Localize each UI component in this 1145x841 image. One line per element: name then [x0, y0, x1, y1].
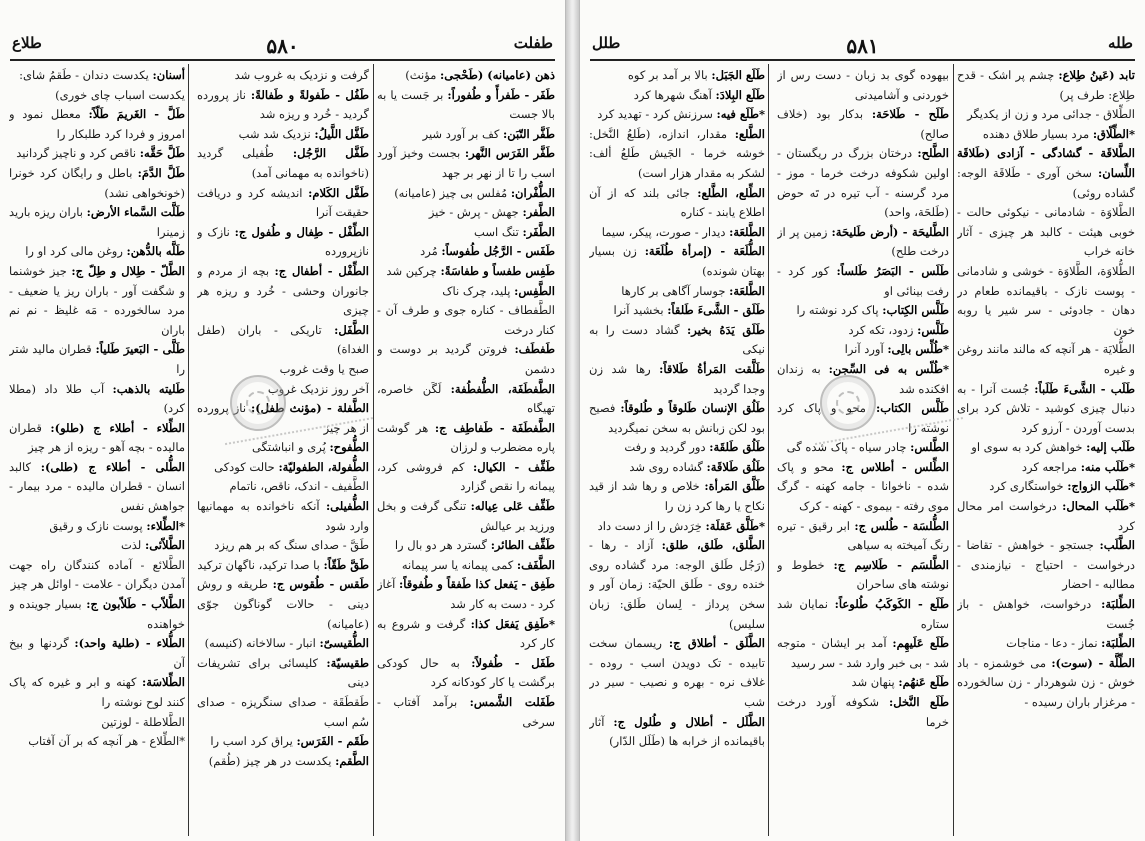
entry-headword: الطَّلعَة:: [729, 224, 765, 239]
entry-headword: الطَّفطَفَة - طَفاطِف ج:: [434, 420, 555, 435]
entry-headword: طَلَّه بالدُّهن:: [126, 244, 185, 259]
entry-headword: طَفَّر التّبَن:: [503, 126, 555, 141]
entry-headword: الطَّلسَم - طَلاسِم ج:: [833, 557, 949, 572]
entry-headword: الطَّلاّئی:: [144, 538, 185, 553]
dictionary-entry: الطَّفَف: کمی پیمانه یا سر پیمانه: [401, 557, 555, 572]
entry-headword: طَلَع عَنهُم:: [898, 675, 949, 690]
entry-headword: طَفَس - الرَّجُل طُفوساً:: [441, 244, 555, 259]
entry-headword: الطَّلع:: [734, 126, 765, 141]
dictionary-entry: طَقطَقَة - صدای سنگریزه - صدای سُم اسب: [197, 695, 369, 729]
entry-headword: الطَّفر:: [522, 205, 555, 220]
entry-headword: طَلَب إلیه:: [1086, 440, 1135, 455]
entry-headword: الطَّلعَة:: [729, 283, 765, 298]
header-rule: [10, 59, 555, 61]
entry-headword: *طَلَع فیه:: [716, 107, 765, 122]
dictionary-entry: طَلَّه بالدُّهن: روغن مالی کرد او را: [25, 244, 185, 259]
entry-headword: طقیسیّة:: [326, 655, 369, 670]
entry-headword: طَلُق طَلقَة:: [709, 440, 765, 455]
dictionary-entry: طَلَق یَدَهُ بخیر: گشاد دست را به نیکی: [589, 322, 765, 357]
dictionary-entry: طَلَع الجَبَل: بالا بر آمد بر کوه: [627, 68, 765, 82]
dictionary-entry: الطَّفطاف - کناره جوی و طرف آن - کنار درخت: [377, 303, 555, 337]
entry-headword: طَلُق طَلاقَة:: [706, 459, 765, 474]
dictionary-entry: طَلَّس: زدود، تکه کرد: [848, 322, 949, 337]
dictionary-entry: *طَلَب المحال: درخواست امر محال کرد: [957, 499, 1135, 533]
dictionary-entry: الطِّلبَة: درخواست، خواهش - باز جُست: [957, 597, 1135, 631]
dictionary-entry: طَفَس - الرَّجُل طُفوساً: مُرد: [420, 244, 555, 259]
entry-headword: ذهن (عامیانه) (طَحْجی:: [440, 68, 555, 82]
dictionary-entry: طَفَّل الرَّجُل: طُفیلی گردید (ناخوانده به مهمانی آمد): [197, 146, 369, 180]
dictionary-entry: یکدست اسباب چای خوری): [55, 87, 185, 102]
dictionary-entry: گرفت و نزدیک به غروب شد: [234, 68, 369, 82]
dictionary-entry: طَلَّ - الغَریمَ طَلّاً: معطل نمود و امروز و فردا کرد طلبکار را: [9, 107, 185, 141]
entry-headword: طَلیته بالذهب:: [112, 381, 185, 396]
entry-headword: طَلَع النَّخل:: [889, 695, 949, 709]
entry-headword: الطُّفوح:: [329, 440, 369, 455]
entry-headword: الطُّلَعَة - (إمرأة طُلَعَة:: [644, 244, 765, 259]
entry-headword: تابد (عَینُ طِلاع:: [1058, 68, 1135, 82]
dictionary-entry: طَفَّل الکَلام: اندیشه کرد و دریافت حقیقت آنرا: [197, 185, 369, 220]
dictionary-entry: الطِّلع، الطَّلع: جائی بلند که از آن اطلاع یابند - کناره: [589, 185, 765, 220]
dictionary-entry: طَلَع عَنهُم: پنهان شد: [851, 675, 949, 690]
dictionary-entry: الطُّفیلی: آنکه ناخوانده به مهمانیها وارد شود: [197, 499, 369, 533]
entry-headword: طَفُل - طَفولةً و طَفالةً:: [250, 87, 369, 102]
entry-headword: طَلَّ - الغَریمَ طَلّاً:: [88, 107, 185, 122]
entry-headword: الطَّلّ - طِلال و طِلّ ج:: [71, 263, 185, 278]
dictionary-entry: الطَّفیف - اندک، ناقص، ناتمام: [229, 479, 369, 494]
dictionary-entry: طَفَّر التّبَن: کف بر آورد شیر: [422, 126, 555, 141]
dictionary-entry: الطُّلسَة - طُلس ج: ابر رقیق - تیره رنگ آمیخته به سیاهی: [777, 518, 949, 553]
dictionary-entry: الطَّلق، طَلق، طلق: آزاد - رها - (رَجُل طَلق الوجه: مرد گشاده روی خنده روی - طَلق الحیّة: زمان آور و سخن پرداز - لِسان طَلق: زبان سلیس): [589, 538, 765, 631]
library-stamp-watermark: [820, 375, 876, 431]
dictionary-entry: طَلُق طَلاقَة: گشاده روی شد: [629, 459, 765, 474]
dictionary-entry: طَفَّر الفَرَس النَّهر: بجست وخیز آورد اسب را تا از نهر بر جهد: [377, 146, 555, 180]
dictionary-entry: *طُلِّس بالِی: آورد آنرا: [844, 342, 949, 357]
right-page: [579, 0, 1145, 841]
dictionary-entry: الطُّلاوَة، الطَّلاوَة - خوشی و شادمانی - پوست نازک - باقیمانده طعام در دهان - جادوئی - سر شیر یا روبه خون: [957, 263, 1135, 337]
header-rule: [590, 59, 1135, 61]
dictionary-entry: *طَلَّق عَقلَة: خِرَدش را از دست داد: [597, 518, 765, 533]
dictionary-entry: طَلیته بالذهب: آب طلا داد (مطلا کرد): [9, 381, 185, 416]
dictionary-entry: طَلَح - طَلاحَة: بدکار بود (خلاف صالح): [777, 107, 949, 141]
dictionary-entry: طَفَر - طَفرأً و طُفوراً: بر جَست یا به بالا جست: [377, 87, 555, 122]
entry-headword: الطَّلح:: [917, 146, 949, 161]
dictionary-entry: طَلَع - الکَوکَبُ طُلوعاً: نمایان شد ستاره: [777, 597, 949, 631]
entry-headword: طَلَّس الکتاب:: [875, 401, 949, 416]
left-header-guide-word-right: طفلت: [513, 34, 553, 52]
entry-headword: الطِّلبَة:: [1101, 597, 1135, 612]
dictionary-entry: الطَّلیحَة - (أرض طَلیحَة: زمین پر از درخت طلح): [777, 224, 949, 259]
dictionary-entry: طَلَّق المَرأة: خلاص و رها شد از قید نکاح یا رها کرد زن را: [589, 479, 765, 514]
entry-headword: طَلَق یَدَهُ بخیر:: [687, 322, 765, 337]
entry-headword: الطُّفیلی:: [325, 499, 369, 514]
dictionary-entry: طَقَم - الفَرَس: یراق کرد اسب را: [210, 734, 369, 749]
dictionary-entry: الطُّلایَة - هر آنچه که مالند مانند روغن و غیره: [957, 342, 1135, 376]
entry-headword: *طَلَّق عَقلَة:: [705, 518, 765, 533]
dictionary-entry: طَلَّقت المَرأةُ طَلاقاً: رها شد زن وجدا گردید: [589, 361, 765, 396]
dictionary-entry: الطَّلح: درختان بزرگ در ریگستان - اولین شکوفه درخت خرما - موز - مرد گرسنه - آب تیره در تَه حوض (طَلحَة، واحد): [777, 146, 949, 220]
entry-headword: طَلَّس الکِتاب:: [882, 303, 949, 318]
dictionary-entry: الطِّفْل - أطفال ج: بچه از مردم و جانوران وحشی - خُرد و ریزه هر چیزی: [197, 263, 369, 318]
entry-headword: الطَّلاّب - طَلاّبون ج:: [86, 597, 185, 612]
left-page-number: ۵۸۰: [266, 34, 299, 58]
entry-headword: طَفِق - یَفعل کذا طَفقاً و طُفوقاً:: [399, 577, 555, 592]
entry-headword: طَفِّف الطائر:: [490, 538, 555, 553]
dictionary-entry: الطَّفَل: تاریکی - باران (طفل الغداة): [197, 322, 369, 357]
entry-headword: الطِّلَّة - (سوت):: [1051, 655, 1135, 670]
dictionary-entry: الطِّلبَة: نماز - دعا - مناجات: [1006, 636, 1135, 651]
dictionary-entry: الطَّلس: چادر سیاه - پاک شده گی: [786, 440, 949, 455]
entry-headword: الطِّلبَة:: [1101, 636, 1135, 651]
entry-headword: طَلَّس:: [917, 322, 949, 337]
dictionary-entry: طَفَّل اللَّیلُ: نزدیک شد شب: [238, 126, 369, 141]
entry-headword: الطِّلس - أطلاس ج:: [841, 459, 949, 474]
dictionary-entry: طَلَع البِلادَ: آهنگ شهرها کرد: [633, 87, 765, 102]
entry-headword: الطَّفَف:: [516, 557, 555, 572]
entry-headword: طَفِّف عَلی عِیاله:: [470, 499, 555, 514]
entry-headword: *الطِّلاء:: [146, 518, 185, 533]
dictionary-entry: الطُّلَعَة - (إمرأة طُلَعَة: زن بسیار بهتان شونده): [589, 244, 765, 278]
dictionary-entry: الطِّلاء - أطلاء ج (طلو): قطران مالیده - بچه آهو - ریزه از هر چیز: [9, 420, 185, 455]
entry-headword: طَفطَف:: [514, 342, 555, 357]
dictionary-entry: طَلَب إلیه: خواهش کرد به سوی او: [971, 440, 1135, 455]
left-page-header: [12, 34, 553, 56]
entry-headword: *الطِّلّاق:: [1092, 126, 1135, 141]
column-divider: [188, 64, 189, 836]
entry-headword: الطِّلاء - أطلاء ج (طلو):: [50, 420, 185, 435]
dictionary-entry: الطَّلع: مقدار، اندازه، (طَلعُ النَّخل: خوشه خرما - الجَیش طَلعُ ألف: لشکر به مقدار هزار است): [589, 126, 765, 180]
entry-headword: طَفَلت الشَّمس:: [469, 695, 555, 709]
right-page-number: ۵۸۱: [846, 34, 879, 58]
dictionary-entry: بیهوده گوی بد زبان - دست رس از خوردنی و آشامیدنی: [777, 68, 949, 102]
entry-headword: طَلَس - البَصَرُ طَلساً:: [836, 263, 949, 278]
entry-headword: طَلَع عَلَیهِم:: [892, 636, 949, 651]
entry-headword: طَلَع الجَبَل:: [711, 68, 765, 82]
dictionary-entry: الطَّلاطلة - لوزتین: [101, 714, 185, 729]
entry-headword: الطُّلی - أطلاء ج (طلی):: [40, 459, 185, 474]
dictionary-entry: طَلُق طَلقَة: دور گردید و رفت: [624, 440, 765, 455]
entry-headword: طَفَّل الرَّجُل:: [292, 146, 369, 161]
dictionary-entry: طقیسیّة: کلیسائی برای تشریفات دینی: [197, 655, 369, 690]
dictionary-entry: الطِّلاق - جدائی مرد و زن از یکدیگر: [967, 107, 1135, 122]
dictionary-entry: الطَّفلة - (مؤنث طفل): ناز پرورده از هر چیز: [197, 401, 369, 435]
entry-headword: الطَّلَب:: [1099, 538, 1135, 553]
dictionary-entry: الطِّلاسَة: کهنه و ابر و غیره که پاک کنند لوح نوشته را: [9, 675, 185, 709]
entry-headword: الطِّلع، الطَّلع:: [697, 185, 765, 200]
entry-headword: طَفَّل اللَّیلُ:: [314, 126, 369, 141]
dictionary-entry: الطُّلاء - (طلیة واحد): گردنها و بیخ آن: [9, 636, 185, 670]
entry-headword: الطَّفِس:: [514, 283, 555, 298]
entry-headword: طَلَّ حَقَّه:: [139, 146, 185, 161]
dictionary-entry: *الطِّلاع - هر آنچه که بر آن آفتاب: [28, 734, 185, 749]
dictionary-entry: الطَّلّ - طِلال و طِلّ ج: جیز خوشنما و شگفت آور - باران ریز یا ضعیف - مرد سالخورده - مَه غلیظ - نم نم باران: [9, 263, 185, 337]
dictionary-entry: طَلَع النَّخل: شکوفه آورد درخت خرما: [777, 695, 949, 729]
entry-headword: الطَّفَل:: [334, 322, 369, 337]
entry-headword: طَقَم - الفَرَس:: [296, 734, 369, 749]
dictionary-entry: صبح یا وقت غروب: [279, 361, 369, 376]
dictionary-entry: الطَّلَل - أطلال و طُلول ج: آثار باقیمانده از خرابه ها (طَلَل الدّار): [589, 714, 765, 749]
entry-headword: الطِّلاسَة:: [141, 675, 185, 690]
dictionary-entry: *الطِّلاء: پوست نازک و رقیق: [49, 518, 185, 533]
left-page: [0, 0, 566, 841]
dictionary-entry: طَلَب - الشَّیءَ طَلَباً: جُست آنرا - به دنبال چیزی کوشید - تلاش کرد برای بدست آوردن - آرزو کرد: [957, 381, 1135, 435]
entry-headword: الطَّلَل - أطلال و طُلول ج:: [613, 714, 765, 729]
dictionary-entry: طَلَّ الدَّمَ: باطل و رایگان کرد خونرا (خونخواهی نشد): [9, 165, 185, 200]
right-header-guide-word-right: طله: [1108, 34, 1133, 52]
library-stamp-watermark: [230, 375, 286, 431]
dictionary-entry: الطَّلسَم - طَلاسِم ج: خطوط و نوشته های ساحران: [777, 557, 949, 592]
column-divider: [768, 64, 769, 836]
dictionary-entry: طَلَس - البَصَرُ طَلساً: کور کرد - رفت بینائی او: [777, 263, 949, 298]
entry-headword: الطُّفولة، الطفولیّة:: [278, 459, 369, 474]
dictionary-entry: الطَّلاّئی: لذت: [120, 538, 185, 553]
dictionary-entry: طَفَل - طُفولاً: به حال کودکی برگشت یا کار کودکانه کرد: [377, 655, 555, 690]
right-page-header: [592, 34, 1133, 56]
entry-headword: *طُلّس به فی السِّجن:: [828, 361, 949, 376]
dictionary-entry: طَفَلت الشَّمس: برآمد آفتاب - سرخی: [377, 695, 555, 729]
dictionary-entry: آخر روز نزدیک غروب: [267, 381, 369, 396]
dictionary-entry: الطُّفْران: مُفلس بی چیز (عامیانه): [394, 185, 555, 200]
left-header-guide-word-left: طلاع: [12, 34, 42, 52]
dictionary-column: [377, 66, 555, 836]
dictionary-entry: الطَّفطَفَة، الطُّفطُفة: لَگَن خاصره، تهیگاه: [377, 381, 555, 416]
dictionary-column: [197, 66, 369, 836]
entry-headword: طَلَّق المَرأة:: [704, 479, 765, 494]
dictionary-entry: *طَلَع فیه: سرزنش کرد - تهدید کرد: [597, 107, 765, 122]
dictionary-entry: طَفِق - یَفعل کذا طَفقاً و طُفوقاً: آغاز کرد - دست به کار شد: [377, 577, 555, 612]
entry-headword: الطِّفْل - طِفال و طُفول ج:: [234, 224, 369, 239]
entry-headword: طَفِّف - الکیال:: [472, 459, 555, 474]
entry-headword: *طَلَب المحال:: [1062, 499, 1135, 514]
entry-headword: طَفَل - طُفولاً:: [471, 655, 555, 670]
entry-headword: طَفَّر الفَرَس النَّهر:: [464, 146, 555, 161]
dictionary-entry: طَقَّ طَقّاً: با صدا ترکید، ناگهان ترکید: [197, 557, 369, 572]
dictionary-column: [777, 66, 949, 836]
entry-headword: طَلَب - الشَّیءَ طَلَباً:: [1034, 381, 1135, 396]
dictionary-entry: الطَّفر: جهش - پرش - خیز: [428, 205, 555, 220]
dictionary-entry: طَفِّف عَلی عِیاله: تنگی گرفت و بخل ورزید بر عیالش: [377, 499, 555, 533]
entry-headword: الطَّلق، طَلق، طلق:: [661, 538, 765, 553]
entry-headword: طَلَح - طَلاحَة:: [871, 107, 949, 122]
dictionary-entry: طَلَّت السَّماء الأرض: باران ریزه بارید زمینرا: [9, 205, 185, 239]
dictionary-entry: طَلَّ حَقَّه: ناقص کرد و ناچیز گردانید: [16, 146, 185, 161]
dictionary-entry: *طَفِق یَفعَل کذا: گرفت و شروع به کار کرد: [377, 616, 555, 651]
entry-headword: طَلَّی - البَعیرَ طَلیاً:: [95, 342, 185, 357]
entry-headword: الطُّلاء - (طلیة واحد):: [74, 636, 185, 651]
entry-headword: الطِّفْل - أطفال ج:: [274, 263, 369, 278]
dictionary-entry: الطَّفَر: تنگ اسب: [474, 224, 555, 239]
entry-headword: *طَلَب منه:: [1080, 459, 1135, 474]
dictionary-entry: طَلَّس الکِتاب: پاک کرد نوشته را: [796, 303, 949, 318]
dictionary-entry: الطِّلس - أطلاس ج: محو و پاک شده - ناخوانا - جامه کهنه - گرگ موی رفته - بیموی - کهنه - کرک: [777, 459, 949, 514]
dictionary-entry: الطِّفْل - طِفال و طُفول ج: نازک و نازپرورده: [197, 224, 369, 259]
dictionary-entry: الطَّلَق - أطلاق ج: ریسمان سخت تابیده - تک دویدن اسب - روده - غلاف نره - بهره و نصیب - سیر در شب: [589, 636, 765, 709]
dictionary-entry: *الطِّلّاق: مرد بسیار طلاق دهنده: [982, 126, 1135, 141]
dictionary-entry: الطَّلعَة: دیدار - صورت، پیکر، سیما: [601, 224, 765, 239]
entry-headword: *طُلِّس بالِی:: [887, 342, 949, 357]
column-divider: [953, 64, 954, 836]
dictionary-entry: طَفِس طفساً و طفاسَةً: چرکین شد: [386, 263, 555, 278]
dictionary-entry: الطَّفِس: پلید، چرک ناک: [442, 283, 555, 298]
entry-headword: طَلَع البِلادَ:: [715, 87, 765, 102]
entry-headword: الطَّلاقَة - گشادگی - آزادی (طَلاقَة اللِّسان:: [957, 146, 1135, 180]
dictionary-entry: طَفِّف الطائر: گسترد هر دو بال را: [394, 538, 555, 553]
dictionary-entry: الطِّلَّة - (سوت): می خوشمزه - باد خوش - زن شوهردار - زن سالخورده - مرغزار باران رسیده -: [957, 655, 1135, 709]
dictionary-entry: الطَّلاقَة - گشادگی - آزادی (طَلاقَة اللِّسان: سخن آوری - طَلاقَة الوجه: گشاده روئی): [957, 146, 1135, 200]
dictionary-entry: الطَّقم: یکدست در هر چیز (طُقم): [208, 753, 369, 768]
dictionary-entry: طَلَّی - البَعیرَ طَلیاً: قطران مالید شتر را: [9, 342, 185, 376]
column-divider: [373, 64, 374, 836]
entry-headword: الطَّلیحَة - (أرض طَلیحَة:: [831, 224, 949, 239]
dictionary-entry: طَلُق الإنسان طَلوقاً و طُلوقاً: فصیح بود لکن زبانش به سخن نمیگردید: [589, 401, 765, 435]
dictionary-entry: *طَلَب الزواج: خواستگاری کرد: [989, 479, 1135, 494]
entry-headword: طَلَّ الدَّمَ:: [137, 165, 185, 180]
entry-headword: طَلَق - الشَّیءَ طَلقاً:: [667, 303, 765, 318]
entry-headword: الطَّلَق - أطلاق ج:: [668, 636, 765, 651]
dictionary-entry: طَلَق - الشَّیءَ طَلقاً: بخشید آنرا: [613, 303, 765, 318]
dictionary-entry: الطَّلاوَة - شادمانی - نیکوئی حالت - خوبی هیئت - کالبد هر چیزی - آثار خانه خراب: [957, 205, 1135, 259]
dictionary-entry: تابد (عَینُ طِلاع: چشم پر اشک - قدح طِلاع: طرف پر): [957, 68, 1135, 102]
entry-headword: الطَّلس:: [910, 440, 949, 455]
right-header-guide-word-left: طلل: [592, 34, 621, 52]
entry-headword: طَفِس طفساً و طفاسَةً:: [440, 263, 555, 278]
dictionary-column: [957, 66, 1135, 836]
dictionary-entry: الطُّقیسیّ: انبار - سالاخانه (کنیسه): [204, 636, 369, 651]
dictionary-entry: الطَّفطَفَة - طَفاطِف ج: هر گوشت پاره مضطرب و لرزان: [377, 420, 555, 455]
entry-headword: طَفَر - طَفرأً و طُفوراً:: [447, 87, 555, 102]
entry-headword: طَلَّت السَّماء الأرض:: [86, 205, 185, 220]
entry-headword: طَلُق الإنسان طَلوقاً و طُلوقاً:: [620, 401, 765, 416]
dictionary-entry: أسنان: یکدست دندان - طَقمُ شای:: [19, 68, 185, 82]
dictionary-entry: طَفُل - طَفولةً و طَفالةً: ناز پرورده گردید - خُرد و ریزه شد: [197, 87, 369, 122]
dictionary-entry: طَلَّس الکتاب: محو و پاک کرد نوشته را: [777, 401, 949, 435]
entry-headword: طَلَّقت المَرأةُ طَلاقاً:: [659, 361, 765, 376]
dictionary-entry: الطُّفولة، الطفولیّة: حالت کودکی: [214, 459, 369, 474]
entry-headword: طَفَّل الکَلام:: [308, 185, 369, 200]
entry-headword: طَقس - طُقوس ج:: [272, 577, 369, 592]
dictionary-entry: الطَّلائع - آماده کنندگان راه جهت آمدن دیگران - علامت - اوائل هر چیز: [9, 557, 185, 592]
dictionary-entry: الطَّلاّب - طَلاّبون ج: بسیار جوینده و خواهنده: [9, 597, 185, 631]
dictionary-entry: الطَّلَب: جستجو - خواهش - تقاضا - درخواست - احتیاج - نیازمندی - مطالبه - احضار: [957, 538, 1135, 592]
dictionary-entry: طَقس - طُقوس ج: طریقه و روش دینی - حالات گوناگون جوّی (عامیانه): [197, 577, 369, 631]
entry-headword: *طَلَب الزواج:: [1067, 479, 1135, 494]
dictionary-entry: *طَلَب منه: مراجعه کرد: [1021, 459, 1135, 474]
dictionary-entry: الطُّلی - أطلاء ج (طلی): کالبد انسان - قطران مالیده - مرد بیمار - جواهش نفس: [9, 459, 185, 514]
dictionary-column: [589, 66, 765, 836]
entry-headword: الطَّفَر:: [522, 224, 555, 239]
entry-headword: الطُّلسَة - طُلس ج:: [854, 518, 949, 533]
dictionary-entry: الطُّفوح: پُری و انباشتگی: [251, 440, 369, 455]
book-gutter: [566, 0, 579, 841]
entry-headword: *طَفِق یَفعَل کذا:: [470, 616, 555, 631]
entry-headword: الطَّفطَفَة، الطُّفطُفة:: [450, 381, 555, 396]
dictionary-entry: الطَّلعَة: جوسار آگاهی بر کارها: [621, 283, 765, 298]
entry-headword: طَلَع - الکَوکَبُ طُلوعاً:: [834, 597, 949, 612]
entry-headword: طَقَّ طَقّاً:: [323, 557, 369, 572]
entry-headword: الطَّقم:: [335, 753, 369, 768]
dictionary-entry: طَفطَف: فروتن گردید بر دوست و دشمن: [377, 342, 555, 376]
dictionary-entry: ذهن (عامیانه) (طَحْجی: مؤنث): [405, 68, 555, 82]
entry-headword: الطُّفْران:: [510, 185, 555, 200]
entry-headword: أسنان:: [152, 68, 185, 82]
dictionary-entry: طَفِّف - الکیال: کم فروشی کرد، پیمانه را نقص گزارد: [377, 459, 555, 494]
dictionary-column: [9, 66, 185, 836]
entry-headword: الطَّفلة - (مؤنث طفل):: [250, 401, 369, 416]
dictionary-entry: طَلَع عَلَیهِم: آمد بر ایشان - متوجه شد - بی خبر وارد شد - سر رسید: [777, 636, 949, 670]
dictionary-entry: طَقَّ - صدای سنگ که بر هم ریزد: [214, 538, 369, 553]
dictionary-entry: *طُلّس به فی السِّجن: به زندان افکنده شد: [777, 361, 949, 396]
entry-headword: الطُّقیسیّ:: [319, 636, 369, 651]
